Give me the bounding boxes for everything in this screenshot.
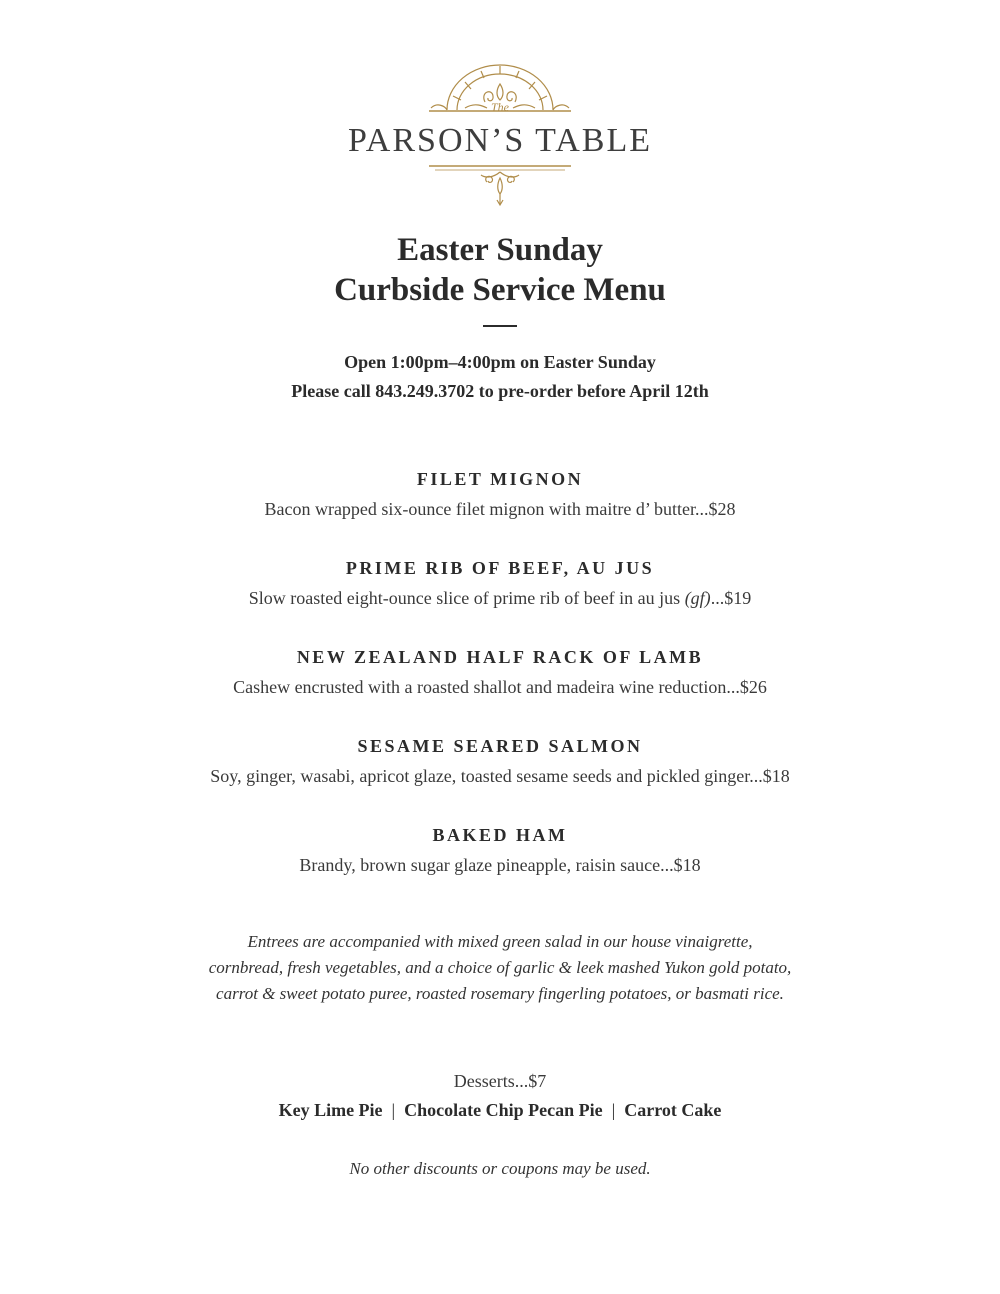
page-title-line-1: Easter Sunday [397, 232, 603, 268]
menu-item-name: NEW ZEALAND HALF RACK OF LAMB [296, 647, 704, 667]
dessert-item: Key Lime Pie [278, 1100, 383, 1120]
page-title-line-2: Curbside Service Menu [334, 272, 666, 308]
title-divider [483, 325, 517, 327]
brand-name: PARSON’S TABLE [348, 122, 652, 159]
menu-item-description: Brandy, brown sugar glaze pineapple, raisin sauce...$18 [299, 855, 701, 875]
menu-item-name: SESAME SEARED SALMON [357, 736, 643, 756]
dessert-separator: | [391, 1100, 396, 1120]
menu-item-description [0, 588, 1000, 609]
menu-item-description: Cashew encrusted with a roasted shallot and madeira wine reduction...$26 [233, 677, 767, 697]
dessert-item: Carrot Cake [624, 1100, 722, 1120]
menu-item-name: FILET MIGNON [416, 469, 584, 489]
accompaniment-note-line-2: cornbread, fresh vegetables, and a choice of garlic & leek mashed Yukon gold potato, [208, 958, 792, 977]
dessert-list [0, 1100, 1000, 1121]
accompaniment-note-line-3: carrot & sweet potato puree, roasted rosemary fingerling potatoes, or basmati rice. [216, 984, 784, 1003]
menu-item-name: PRIME RIB OF BEEF, AU JUS [345, 558, 655, 578]
gluten-free-tag: (gf) [684, 588, 711, 608]
service-hours: Open 1:00pm–4:00pm on Easter Sunday [344, 352, 656, 372]
menu-item-description: Soy, ginger, wasabi, apricot glaze, toasted sesame seeds and pickled ginger...$18 [210, 766, 790, 786]
menu-item-description: Bacon wrapped six-ounce filet mignon with maitre d’ butter...$28 [264, 499, 736, 519]
accompaniment-note-line-1: Entrees are accompanied with mixed green salad in our house vinaigrette, [247, 932, 753, 951]
menu-item-description-text: Slow roasted eight-ounce slice of prime rib of beef in au jus [248, 588, 685, 608]
discount-disclaimer: No other discounts or coupons may be used. [349, 1159, 651, 1178]
menu-item-price: ...$19 [710, 588, 752, 608]
dessert-separator: | [611, 1100, 616, 1120]
pre-order-phone: Please call 843.249.3702 to pre-order before April 12th [291, 381, 709, 401]
menu-item-name: BAKED HAM [432, 825, 568, 845]
dessert-item: Chocolate Chip Pecan Pie [404, 1100, 603, 1120]
desserts-heading: Desserts...$7 [453, 1071, 547, 1091]
logo-the-word: The [491, 100, 509, 114]
